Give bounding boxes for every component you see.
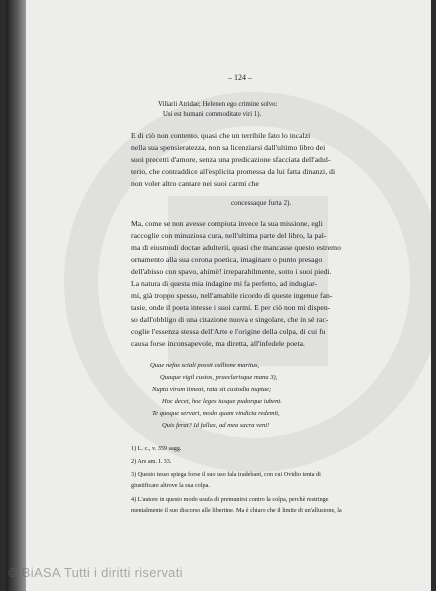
copyright-watermark: © BiASA Tutti i diritti riservati	[8, 565, 183, 580]
epigraph-line-2: Usi est humani commoditate viri 1).	[163, 111, 262, 118]
paragraph-2-line: La natura di questa mia indagine mi fa perfetto, ad indugiar-	[131, 279, 318, 288]
verse-line: Quae nefas sciali possit callione maritus,	[150, 362, 260, 369]
epigraph-line-1: Viliarii Atridae; Helenen ego crimine solvo:	[158, 101, 278, 108]
footnote-line: 4) L'autore in questo modo usufa di premunirsi contro la colpa, perchè restringe	[131, 496, 329, 503]
verse-line: Quis ferat? Id fallax, ad mea sacra veni!	[162, 422, 270, 429]
footnote-line: 2) Ars am. I. 33.	[131, 458, 172, 465]
footnote-line: 1) L. c., v. 359 sagg.	[131, 445, 182, 452]
paragraph-2-line: coglie l'essenza stessa dell'Arte e l'origine della colpa, di cui fu	[131, 327, 326, 336]
paragraph-1-line: terio, che contraddice all'esplicita promessa da lui fatta dinanzi, di	[131, 167, 336, 176]
paragraph-2-line: dell'abisso con spavo, ahimè! irreparabilmente, sotto i suoi piedi.	[131, 267, 332, 276]
paragraph-2-line: tasie, onde il poeta intesse i suoi carmi. E per ciò non mi dispen-	[131, 303, 331, 312]
verse-line: Te quoque servari, modo quam vindicta redemit,	[152, 410, 280, 417]
paragraph-1-line: non voler altro cantare nei suoi carmi che	[131, 179, 259, 188]
verse-line: Nupta virum timeat, rata sit custodia nuptae;	[152, 386, 272, 393]
footnote-line: mentalmente il suo discorso alle libertine. Ma è chiaro che il limite di un'allusione, la	[131, 507, 342, 514]
paragraph-2-line: ma di eiusmodi doctae adulterii, quasi che mancasse questo estremo	[131, 243, 341, 252]
paragraph-2-line: causa forse inconsapevole, ma diretta, all'infedele poeta.	[131, 339, 305, 348]
footnote-line: 3) Questo tesso spiega forse il suo uso fala tradebant, con cui Ovidio tenta di	[131, 471, 321, 478]
paragraph-2-line: raccoglie con minuziosa cura, nell'ultima parte del libro, la pal-	[131, 231, 327, 240]
footnote-line: giustificare altrove la sua colpa.	[131, 482, 210, 489]
paragraph-2-line: ornamento alla sua corona poetica, imaginare o punto presago	[131, 255, 323, 264]
paragraph-2-line: Ma, come se non avesse compiuta invece la sua missione, egli	[131, 219, 323, 228]
quoted-center: concessaque furta 2).	[231, 199, 292, 207]
paragraph-2-line: mi, già troppo spesso, nell'amabile ricordo di queste ingenue fan-	[131, 291, 333, 300]
page-binding-shadow	[6, 0, 26, 591]
paragraph-1-line: nella sua spensieratezza, non sa licenziarsi dall'ultimo libro dei	[131, 143, 326, 152]
page-number: – 124 –	[228, 73, 252, 82]
paragraph-1-line: suoi precetti d'amore, senza una predicazione sfacciata dell'adul-	[131, 155, 331, 164]
verse-line: Quaque vigil custos, praeclarisque manu 3),	[160, 374, 278, 381]
paragraph-1-line: E di ciò non contento, quasi che un terribile fato lo incalzi	[131, 131, 311, 140]
verse-line: Hoc decet, hoc leges iusque pudorque iubent.	[162, 398, 282, 405]
paragraph-2-line: so dall'obbligo di una citazione nuova e singolare, che in sé rac-	[131, 315, 329, 324]
